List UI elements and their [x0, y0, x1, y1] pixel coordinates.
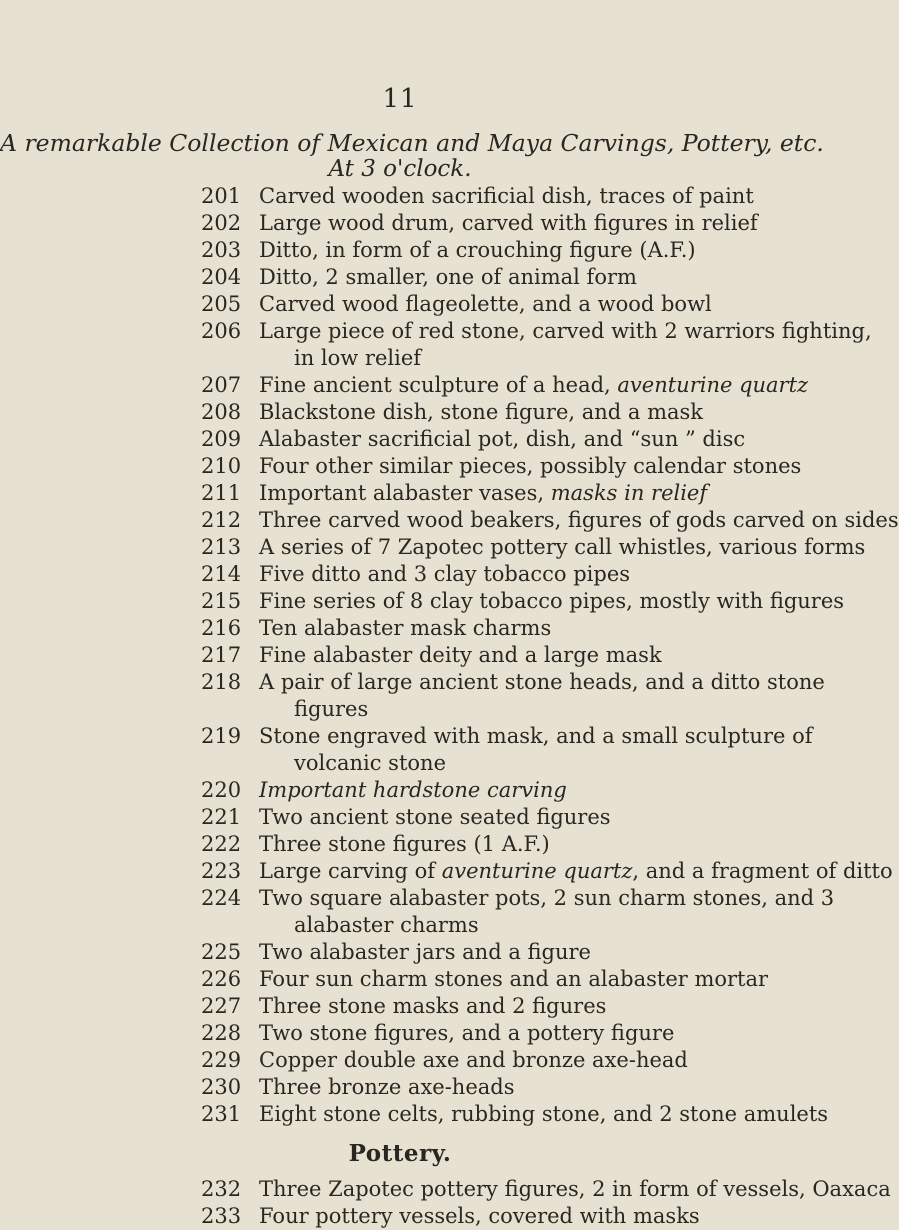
lot-row: [0, 453, 800, 480]
lot-continuation: in low relief: [294, 346, 422, 370]
lot-row: [0, 1203, 800, 1230]
lot-row: [0, 399, 800, 426]
lot-row: [0, 831, 800, 858]
lot-number: 227: [201, 994, 242, 1018]
lot-row: [0, 507, 899, 534]
catalogue-heading: A remarkable Collection of Mexican and Maya Carvings, Pottery, etc.: [0, 129, 824, 157]
lot-description: [259, 723, 813, 750]
lot-number: 222: [201, 832, 242, 856]
lot-row: [0, 858, 893, 885]
lot-text: Carved wooden sacrificial dish, traces of paint: [259, 184, 754, 208]
section-title: Pottery.: [348, 1140, 452, 1167]
lot-text: Five ditto and 3 clay tobacco pipes: [259, 562, 631, 586]
lot-text: Two stone figures, and a pottery figure: [259, 1021, 675, 1045]
lot-list: [0, 183, 899, 1230]
lot-row: [0, 1020, 800, 1047]
lot-number: 204: [201, 265, 242, 289]
lot-number: 206: [201, 319, 242, 343]
lot-text: Alabaster sacrificial pot, dish, and “sun ” disc: [259, 427, 746, 451]
lot-number: 230: [201, 1075, 242, 1099]
lot-number: 233: [201, 1204, 242, 1228]
lot-description: [259, 1176, 891, 1203]
lot-number: 229: [201, 1048, 242, 1072]
lot-text: Large wood drum, carved with figures in relief: [259, 211, 758, 235]
lot-continuation: alabaster charms: [294, 913, 479, 937]
lot-description: [259, 858, 893, 885]
lot-number: 218: [201, 670, 242, 694]
lot-row: [0, 426, 800, 453]
lot-number: 219: [201, 724, 242, 748]
lot-text: Three stone masks and 2 figures: [259, 994, 607, 1018]
lot-row: [0, 804, 800, 831]
lot-row: [0, 318, 872, 372]
lot-text: Fine ancient sculpture of a head,: [259, 373, 618, 397]
lot-description: [259, 804, 611, 831]
lot-description: [259, 399, 703, 426]
lot-description: [259, 372, 808, 399]
lot-row: [0, 642, 800, 669]
lot-text: Copper double axe and bronze axe-head: [259, 1048, 688, 1072]
lot-text: A series of 7 Zapotec pottery call whistles, various forms: [259, 535, 866, 559]
lot-text: Three carved wood beakers, figures of gods carved on sides: [259, 508, 899, 532]
lot-row: [0, 615, 800, 642]
lot-description: [259, 885, 834, 912]
lot-row: [0, 183, 800, 210]
lot-number: 232: [201, 1177, 242, 1201]
lot-description: [259, 318, 872, 345]
lot-continuation: figures: [294, 697, 369, 721]
lot-description: [259, 1020, 674, 1047]
lot-description: [259, 615, 551, 642]
lot-row: [0, 1101, 829, 1128]
lot-text: Four other similar pieces, possibly calendar stones: [259, 454, 802, 478]
lot-description: [259, 1047, 688, 1074]
lot-text: Two ancient stone seated figures: [259, 805, 611, 829]
lot-description: [259, 831, 550, 858]
lot-description: [259, 1203, 700, 1230]
lot-text: Ditto, 2 smaller, one of animal form: [259, 265, 637, 289]
lot-row: [0, 1176, 891, 1203]
lot-text: Large carving of: [259, 859, 442, 883]
page-number: 11: [382, 84, 418, 114]
session-time: At 3 o'clock.: [328, 156, 472, 182]
lot-row: [0, 1047, 800, 1074]
lot-description: [259, 588, 844, 615]
lot-number: 220: [201, 778, 242, 802]
lot-description: [259, 1074, 515, 1101]
lot-row: [0, 966, 800, 993]
lot-text: Blackstone dish, stone figure, and a mask: [259, 400, 704, 424]
lot-number: 213: [201, 535, 242, 559]
lot-description: [259, 264, 637, 291]
lot-row: [0, 885, 835, 939]
lot-description: [259, 291, 712, 318]
lot-text: Eight stone celts, rubbing stone, and 2 stone amulets: [259, 1102, 829, 1126]
lot-row: [0, 372, 809, 399]
lot-text: A pair of large ancient stone heads, and a ditto stone: [259, 670, 825, 694]
lot-description: [259, 237, 696, 264]
lot-row: [0, 588, 845, 615]
lot-number: 210: [201, 454, 242, 478]
lot-description: [259, 183, 754, 210]
lot-number: 228: [201, 1021, 242, 1045]
lot-description: [259, 507, 899, 534]
lot-description: [259, 669, 825, 696]
lot-text: Large piece of red stone, carved with 2 warriors fighting,: [259, 319, 872, 343]
lot-text: Carved wood flageolette, and a wood bowl: [259, 292, 712, 316]
lot-text: Fine series of 8 clay tobacco pipes, mostly with figures: [259, 589, 845, 613]
lot-number: 202: [201, 211, 242, 235]
lot-number: 205: [201, 292, 242, 316]
lot-description: [259, 480, 707, 507]
lot-text: Stone engraved with mask, and a small sculpture of: [259, 724, 813, 748]
lot-number: 203: [201, 238, 242, 262]
lot-description: [259, 939, 591, 966]
lot-text: Fine alabaster deity and a large mask: [259, 643, 662, 667]
lot-text: Three Zapotec pottery figures, 2 in form of vessels, Oaxaca: [259, 1177, 891, 1201]
lot-number: 216: [201, 616, 242, 640]
lot-number: 225: [201, 940, 242, 964]
lot-description: [259, 993, 606, 1020]
lot-row: [0, 480, 800, 507]
lot-number: 215: [201, 589, 242, 613]
lot-row: [0, 264, 800, 291]
lot-number: 214: [201, 562, 242, 586]
lot-row: [0, 723, 813, 777]
lot-description: [259, 453, 801, 480]
lot-number: 209: [201, 427, 242, 451]
lot-description: [259, 561, 630, 588]
lot-description: [259, 777, 567, 804]
lot-number: 217: [201, 643, 242, 667]
lot-text: Three bronze axe-heads: [259, 1075, 515, 1099]
lot-number: 221: [201, 805, 242, 829]
lot-number: 208: [201, 400, 242, 424]
lot-text: Important alabaster vases,: [259, 481, 551, 505]
lot-text: Two square alabaster pots, 2 sun charm stones, and 3: [259, 886, 835, 910]
lot-number: 226: [201, 967, 242, 991]
lot-text-italic: masks in relief: [550, 481, 708, 505]
lot-row: [0, 939, 800, 966]
lot-row: [0, 237, 800, 264]
lot-description: [259, 966, 768, 993]
lot-text: Four pottery vessels, covered with masks: [259, 1204, 700, 1228]
lot-row: [0, 1074, 800, 1101]
lot-row: [0, 210, 800, 237]
lot-text: Ditto, in form of a crouching figure (A.F.): [259, 238, 696, 262]
lot-description: [259, 426, 745, 453]
lot-text-italic: aventurine quartz: [617, 373, 809, 397]
lot-number: 224: [201, 886, 242, 910]
lot-row: [0, 534, 866, 561]
lot-number: 231: [201, 1102, 242, 1126]
lot-text: , and a fragment of ditto: [632, 859, 893, 883]
lot-description: [259, 642, 662, 669]
lot-text: Ten alabaster mask charms: [259, 616, 552, 640]
lot-description: [259, 210, 758, 237]
lot-continuation: volcanic stone: [294, 751, 446, 775]
lot-number: 201: [201, 184, 242, 208]
lot-text-italic: Important hardstone carving: [259, 778, 567, 802]
lot-number: 211: [201, 481, 242, 505]
lot-description: [259, 1101, 828, 1128]
lot-number: 207: [201, 373, 242, 397]
lot-text-italic: aventurine quartz: [441, 859, 633, 883]
lot-row: [0, 777, 800, 804]
lot-text: Three stone figures (1 A.F.): [259, 832, 550, 856]
lot-text: Four sun charm stones and an alabaster mortar: [259, 967, 769, 991]
lot-row: [0, 561, 800, 588]
lot-text: Two alabaster jars and a figure: [259, 940, 591, 964]
lot-row: [0, 669, 825, 723]
lot-description: [259, 534, 865, 561]
lot-number: 212: [201, 508, 242, 532]
pottery-section: [0, 1128, 800, 1176]
lot-row: [0, 291, 800, 318]
lot-number: 223: [201, 859, 242, 883]
lot-row: [0, 993, 800, 1020]
